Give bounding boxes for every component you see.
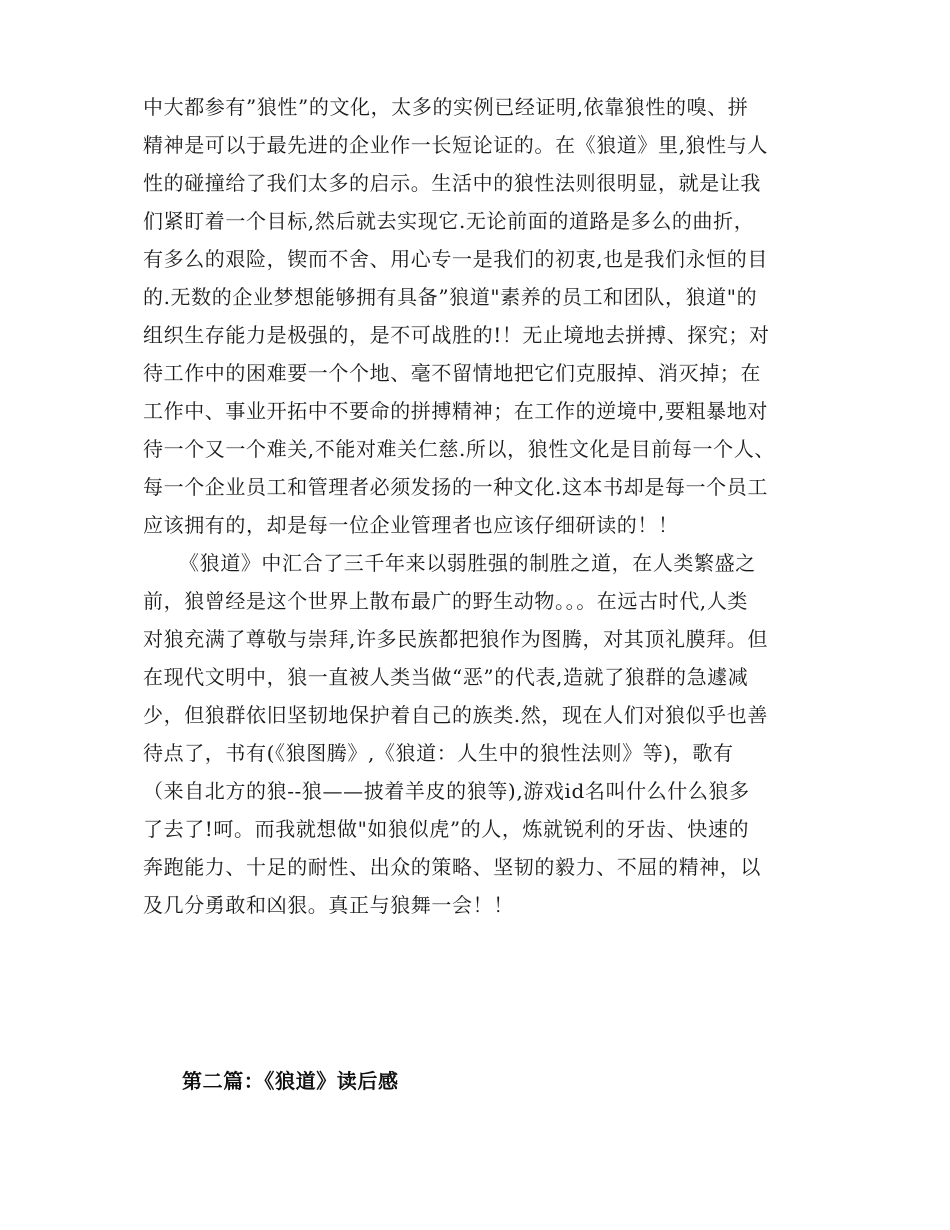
text-line: 《狼道》中汇合了三千年来以弱胜强的制胜之道，在人类繁盛之 <box>179 551 756 575</box>
paragraph-2 <box>143 544 823 924</box>
text-line: 组织生存能力是极强的，是不可战胜的!！无止境地去拼搏、探究；对 <box>143 323 770 347</box>
text-line: 工作中、事业开拓中不要命的拼搏精神；在工作的逆境中,要粗暴地对 <box>143 399 768 423</box>
paragraph-1 <box>143 88 823 544</box>
text-line: 了去了!呵。而我就想做"如狼似虎”的人，炼就锐利的牙齿、快速的 <box>143 817 750 841</box>
text-line: 少，但狼群依旧坚韧地保护着自己的族类.然，现在人们对狼似乎也善 <box>143 703 768 727</box>
text-line: 前，狼曾经是这个世界上散布最广的野生动物。。。在远古时代,人类 <box>143 589 748 613</box>
text-line: 中大都参有”狼性”的文化，太多的实例已经证明,依靠狼性的嗅、拼 <box>143 95 749 119</box>
body-text <box>143 88 823 924</box>
text-line: 精神是可以于最先进的企业作一长短论证的。在《狼道》里,狼性与人 <box>143 133 768 157</box>
text-line: （来自北方的狼--狼——披着羊皮的狼等),游戏id名叫什么什么狼多 <box>143 779 750 803</box>
text-line: 性的碰撞给了我们太多的启示。生活中的狼性法则很明显，就是让我 <box>143 171 761 195</box>
text-line: 及几分勇敢和凶狠。真正与狼舞一会！！ <box>143 893 514 917</box>
text-line: 有多么的艰险，锲而不舍、用心专一是我们的初衷,也是我们永恒的目 <box>143 247 768 271</box>
text-line: 每一个企业员工和管理者必须发扬的一种文化.这本书却是每一个员工 <box>143 475 768 499</box>
text-line: 的.无数的企业梦想能够拥有具备”狼道"素养的员工和团队，狼道"的 <box>143 285 758 309</box>
text-line: 在现代文明中，狼一直被人类当做“恶”的代表,造就了狼群的急遽减 <box>143 665 749 689</box>
text-line: 奔跑能力、十足的耐性、出众的策略、坚韧的毅力、不屈的精神，以 <box>143 855 761 879</box>
section-heading: 第二篇：《狼道》读后感 <box>182 1069 399 1093</box>
text-line: 对狼充满了尊敬与崇拜,许多民族都把狼作为图腾，对其顶礼膜拜。但 <box>143 627 768 651</box>
text-line: 们紧盯着一个目标,然后就去实现它.无论前面的道路是多么的曲折， <box>143 209 755 233</box>
text-line: 待工作中的困难要一个个地、毫不留情地把它们克服掉、消灭掉；在 <box>143 361 761 385</box>
text-line: 待一个又一个难关,不能对难关仁慈.所以，狼性文化是目前每一个人、 <box>143 437 775 461</box>
text-line: 待点了，书有(《狼图腾》,《狼道：人生中的狼性法则》等)，歌有 <box>143 741 734 765</box>
text-line: 应该拥有的，却是每一位企业管理者也应该仔细研读的！！ <box>143 513 679 537</box>
